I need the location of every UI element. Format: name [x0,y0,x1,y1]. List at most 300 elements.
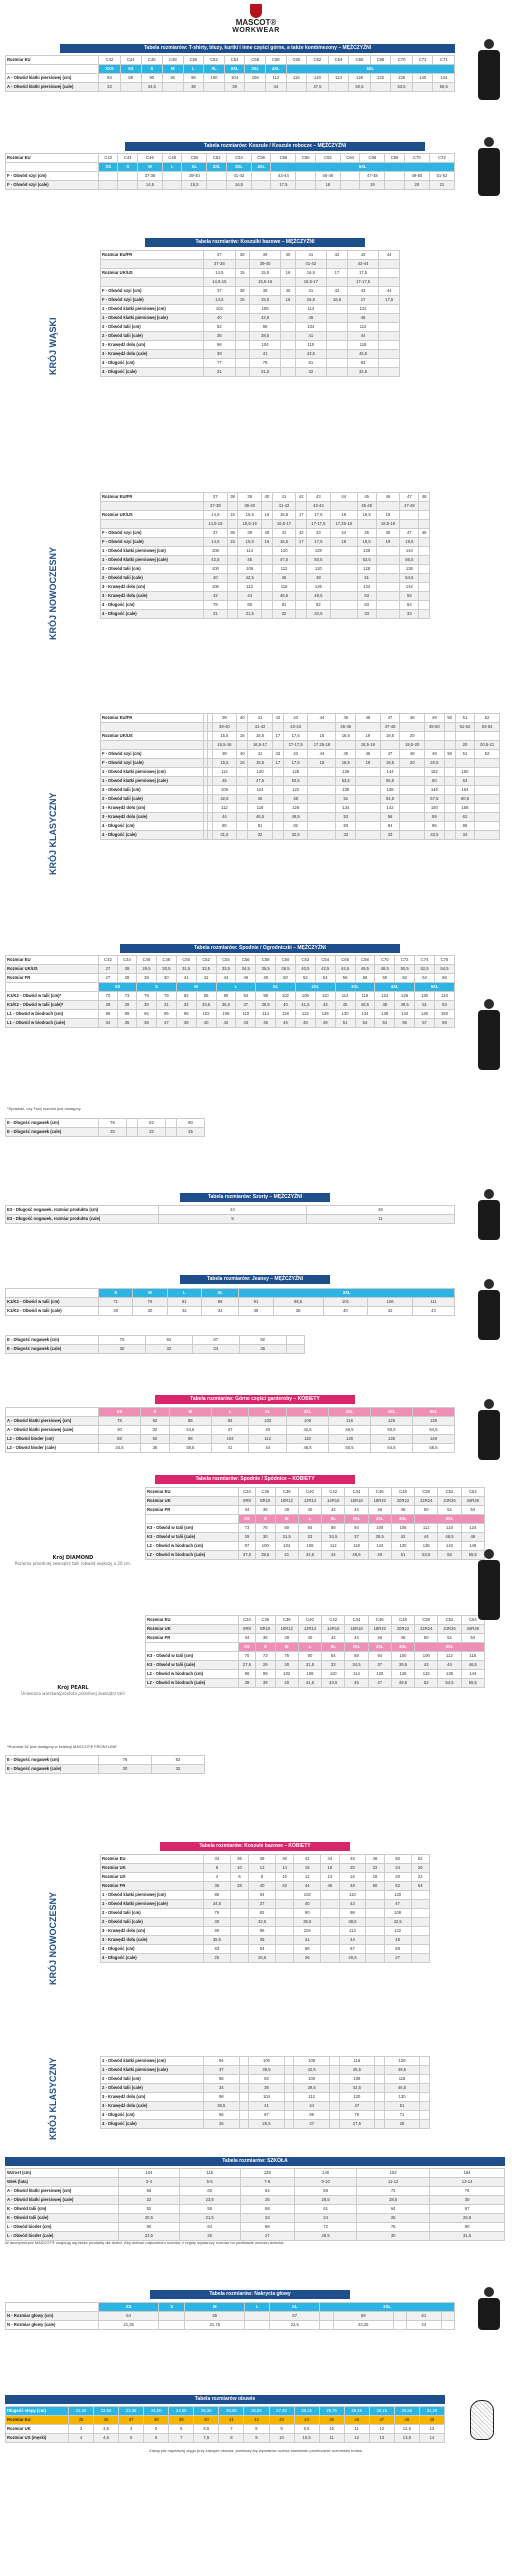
row-label: 3 - Krawędź dołu (cale) [101,1936,204,1945]
table-cell [376,583,400,592]
table-row [6,1298,455,1307]
table-cell: 90 [216,992,236,1001]
table-cell: 35 [118,1019,137,1028]
table-cell [444,795,455,804]
table-cell [281,278,295,287]
table-cell [237,813,248,822]
table-cell: 146 [425,786,445,795]
table-cell: 9 [159,1215,307,1224]
table-cell: 112 [249,1435,287,1444]
table-cell: 56 [395,1019,415,1028]
table-cell: 17,25-18 [330,520,357,529]
table-cell: 29,45 [344,2407,369,2416]
table-cell: 16R18 [345,1497,368,1506]
table-cell: C36 [255,1488,275,1497]
table-cell [444,822,455,831]
table-cell [419,520,430,529]
table-cell: 30 [275,1661,298,1670]
table-2 [5,153,455,190]
table-cell: 76 [357,2223,430,2232]
table-cell [330,601,357,610]
row-label: K3 - Obwód w talii (cm) [146,1652,239,1661]
table-cell: C60 [286,56,307,65]
table-cell [375,2093,385,2102]
table-cell: 79 [249,359,281,368]
table-cell: 54,5 [380,795,400,804]
table-cell: 34 [99,1019,118,1028]
table-row [101,741,500,750]
table-cell: 126 [306,583,330,592]
table-cell: 52 [415,1679,438,1688]
table-cell: C42 [99,956,118,965]
table-cell: 31,25 [419,2407,444,2416]
table-cell [272,786,283,795]
table-cell: 38 [204,350,236,359]
table-cell: 39,5 [255,1551,275,1560]
table-cell: 28 [118,965,137,974]
table-cell [327,260,348,269]
table-cell: 18 [366,1873,384,1882]
table-cell: 42 [327,251,348,260]
table-cell: 114 [295,305,327,314]
table-cell: 20R22 [391,1625,414,1634]
table-cell: 35,5 [294,1918,321,1927]
table-cell: 26,5 [249,2120,285,2129]
table-cell: 35 [69,2416,94,2425]
table-cell [357,520,376,529]
table-cell: XL [270,2303,320,2312]
table-cell: 17,5 [379,296,400,305]
row-label: 2 - Obwód talii (cale) [101,574,204,583]
size-table [5,55,455,92]
row-label: L2 - Obwód w biodrach (cale) [146,1679,239,1688]
table-cell: 40 [237,714,248,723]
row-label: Rozmiar UK/US [6,965,99,974]
table-cell: 51-52 [429,172,454,181]
table-cell: 24 [407,2321,441,2330]
table-row [101,723,500,732]
table-cell [296,592,307,601]
table-cell: 58 [240,2205,294,2214]
table-cell [400,768,425,777]
table-cell: 42 [204,592,228,601]
table-cell [99,181,118,190]
table-cell: 98 [169,1435,211,1444]
table-cell: 2XL [345,1515,368,1524]
table-cell [235,350,249,359]
table-cell: 8 [244,2425,269,2434]
table-cell: 46,5 [287,1444,329,1453]
table-cell: 4 [119,2425,144,2434]
table-cell: 76 [255,1524,275,1533]
table-cell: 48 [394,2416,419,2425]
table-cell: 49 [425,714,445,723]
table-cell: 25 [179,2232,240,2241]
row-label: 2 - Obwód talii (cale) [101,1918,204,1927]
table-row [6,2407,445,2416]
table-cell: 49,5 [306,592,330,601]
row-label: Rozmiar FR [146,1634,239,1643]
table-cell: 25,5 [249,1954,276,1963]
table-cell: 16,5 [327,296,348,305]
table-cell: 17-17,5 [283,741,308,750]
table-cell: 111 [413,1298,455,1307]
table-row [101,759,500,768]
table-cell: 52 [438,1634,461,1643]
table-row [101,601,430,610]
table-cell [420,2093,430,2102]
table-cell: 94 [368,1652,391,1661]
table-cell: 2XL [320,2303,455,2312]
row-label: Długość stopy (cm) [6,2407,69,2416]
table-4-note: *Sprawdź, czy Twój rozmiar jest dostępny [7,1106,81,1111]
table-cell: 49 [461,1533,484,1542]
table-cell: 51-52 [455,723,475,732]
table-cell: XS [99,2303,159,2312]
table-cell: 40 [275,1855,293,1864]
table-cell: 3XL [226,163,251,172]
table-cell: 76 [99,1756,152,1765]
table-cell: 31,5 [238,610,262,619]
table-cell: 42 [391,1533,414,1542]
table-cell: 84 [298,1524,321,1533]
table-cell: 37 [204,251,236,260]
table-cell [159,2312,185,2321]
table-cell: 38 [227,493,238,502]
table-cell: C48 [162,154,181,163]
table-cell: 26R28 [461,1497,484,1506]
table-cell: 114 [335,992,355,1001]
table-cell [400,804,425,813]
table-cell [376,556,400,565]
table-cell: 37 [211,1426,249,1435]
table-cell: 6,5 [194,2425,219,2434]
table-cell: C60 [276,956,296,965]
table-cell: 122 [375,992,395,1001]
row-label: Rozmiar UK/US [101,269,204,278]
table-row [146,1643,485,1652]
table-cell: 46 [339,1855,366,1864]
table-cell: C56 [251,154,270,163]
table-row [101,260,400,269]
table-1-title: Tabela rozmiarów: T-shirty, bluzy, kurtki i inne części górne, a także kombinezony – MĘŻCZYŹNI [60,44,455,53]
table-cell: 90 [176,1119,204,1128]
table-row [101,296,400,305]
table-cell [420,2066,430,2075]
table-cell: 18,5 [336,759,356,768]
table-cell: 49-50 [404,172,429,181]
table-cell: 45 [335,1001,355,1010]
table-10-note: W asortymencie MASCOT® znajdują się także produkty dla dzieci. Aby dobrać odpowiedni rozmiar, z reguły wystarczy rozmiar na podstawie wzrostu dziecka. [5,2240,285,2245]
table-cell: 42 [275,1882,293,1891]
table-cell: 43-44 [306,502,330,511]
table-cell: C62 [295,956,315,965]
table-cell: 45 [336,750,356,759]
table-cell [441,2321,454,2330]
table-cell: 12 [249,1864,276,1873]
row-label: 1 - Obwód klatki piersiowej (cale) [101,556,204,565]
size-table [145,1615,485,1688]
table-cell: 50 [415,1634,438,1643]
table-cell: 40 [204,574,228,583]
table-cell: 50 [384,1855,411,1864]
table-cell: M [137,163,162,172]
table-row [6,2303,455,2312]
table-cell: C74 [433,56,455,65]
table-cell: 80 [430,2223,505,2232]
table-cell: 8 [249,1873,276,1882]
table-cell: 16,5 [272,538,296,547]
table-cell: M [176,983,216,992]
table-cell [237,777,248,786]
table-cell: 80 [212,822,237,831]
table-cell [444,768,455,777]
table-cell: 48 [391,1506,414,1515]
table-cell: 6R8 [239,1625,256,1634]
table-cell: 136 [357,547,376,556]
size-table [100,1854,430,1963]
table-cell [379,332,400,341]
row-label [101,502,204,511]
table-cell: 54 [461,1634,484,1643]
table-cell: 28,5 [357,2196,430,2205]
table-cell [230,1891,248,1900]
table-cell: 104 [249,2093,285,2102]
table-cell: C50 [415,1616,438,1625]
table-row [6,2214,505,2223]
table-cell: 15 [227,538,238,547]
table-cell: 126 [283,804,308,813]
table-cell [356,786,381,795]
table-cell: 53,5 [391,83,412,92]
table-cell [475,795,500,804]
table-cell: 53 [357,592,376,601]
table-cell: 41 [294,1936,321,1945]
table-cell [120,83,141,92]
table-cell: 52 [411,1855,429,1864]
table-cell: 43 [306,529,330,538]
table-8-diamond [145,1487,485,1560]
table-cell: 22 [119,2196,180,2205]
table-cell: 18 [330,538,357,547]
table-cell: 13-14 [430,2178,505,2187]
table-cell: 49 [419,2416,444,2425]
table-cell: 30 [430,2196,505,2205]
table-cell: 92 [249,2075,285,2084]
table-cell: 14,5 [204,511,228,520]
table-cell: 100 [368,1524,391,1533]
table-row [6,65,455,74]
table-cell: 144 [433,74,455,83]
table-cell [444,813,455,822]
table-cell: 76 [99,1336,146,1345]
row-label: Rozmiar US (męski) [6,2434,69,2443]
row-label: A - Obwód klatki piersiowej (cm) [6,2187,119,2196]
table-cell: 44 [294,2416,319,2425]
table-cell: 36 [249,2084,285,2093]
row-label: L - Obwód bioder (cm) [6,2223,119,2232]
table-cell [375,2084,385,2093]
table-cell: 52 [119,2205,180,2214]
table-cell: 27 [99,974,118,983]
table-cell: C54 [461,1616,484,1625]
table-row [101,592,430,601]
table-cell: 38,5 [169,1444,211,1453]
table-cell: C56 [236,956,256,965]
table-cell [321,1927,339,1936]
table-cell: 118 [272,583,296,592]
table-cell: C50 [176,956,196,965]
table-cell: 38 [176,1019,196,1028]
table-cell: 18,5-19 [376,520,400,529]
table-cell [281,323,295,332]
table-cell: XS [120,65,141,74]
row-label: 2 - Obwód talii (cm) [101,2075,204,2084]
table-cell: 21,25 [99,2321,159,2330]
table-cell: 25,35 [194,2407,219,2416]
table-cell: 108 [245,74,266,83]
table-cell: 38 [230,1882,248,1891]
table-cell [327,332,348,341]
table-cell: 36 [204,1882,231,1891]
table-cell: 33 [322,1661,345,1670]
table-cell: 40 [249,1882,276,1891]
row-label: 1 - Obwód klatki piersiowej (cm) [101,768,204,777]
table-cell [411,1945,429,1954]
table-cell: 48 [384,1936,411,1945]
table-cell: 41 [272,493,296,502]
table-cell: 50,5 [306,556,330,565]
row-label: 3 - Krawędź dołu (cm) [101,583,204,592]
row-label: Rozmiar EU [146,1616,239,1625]
table-cell: S [99,1289,133,1298]
table-cell: XL [249,1408,287,1417]
table-cell: 44 [308,750,336,759]
table-cell: 38 [275,1634,298,1643]
table-cell: 42 [368,1307,413,1316]
table-cell: 10,5 [294,2434,319,2443]
table-cell: 60 [179,2187,240,2196]
table-cell: 108 [204,547,228,556]
table-cell: 5XL [415,983,455,992]
table-cell: 17 [272,759,283,768]
table-cell: 31 [156,1001,176,1010]
table-row [101,2057,430,2066]
table-cell: 54 [411,1882,429,1891]
table-cell: 138 [412,1417,454,1426]
row-label: 4 - Długość (cm) [101,2111,204,2120]
table-cell: XL [322,1643,345,1652]
table-cell: 118 [345,1542,368,1551]
table-cell: 45 [357,493,376,502]
table-row [101,2120,430,2129]
table-cell: 18,5-19 [356,741,381,750]
table-cell: 41-42 [272,502,296,511]
table-cell: 14 [321,1873,339,1882]
table-cell: S [141,65,162,74]
table-cell: 16 [294,1864,321,1873]
table-cell: 54,5 [412,1426,454,1435]
table-row [101,251,400,260]
table-cell: 5 [119,2434,144,2443]
table-6-title: Tabela rozmiarów: Jeansy – MĘŻCZYŹNI [180,1275,330,1284]
table-cell: 110 [236,1010,256,1019]
row-label: K3 - Obwód w talii (cm) [146,1524,239,1533]
table-cell: 34 [204,2084,240,2093]
table-cell: XL [201,1289,238,1298]
table-cell [328,83,349,92]
table-cell [237,831,248,840]
table-cell: 142 [438,1542,461,1551]
table-cell [296,172,315,181]
table-cell: 38 [249,1855,276,1864]
table-cell: XS [239,1515,256,1524]
table-cell: 33 [400,610,419,619]
table-cell: 72 [357,2187,430,2196]
table-cell: 34 [455,831,475,840]
size-table [100,713,500,840]
table-cell [227,547,238,556]
row-label: E - Długość nogawek (cm) [6,1756,99,1765]
size-table [5,1205,455,1224]
table-cell: C66 [349,56,370,65]
table-cell: 44 [345,1506,368,1515]
table-cell: 46 [376,529,400,538]
row-label: 3 - Krawędź dołu (cm) [101,2093,204,2102]
table-cell: 40 [323,1307,368,1316]
table-cell: 50,5 [349,83,370,92]
table-cell: C44 [345,1488,368,1497]
table-cell [162,181,181,190]
row-label: 1 - Obwód klatki piersiowej (cale) [101,2066,204,2075]
row-label: 3 - Krawędź dołu (cm) [101,1927,204,1936]
table-cell: 6 [169,2425,194,2434]
table-cell: 37,5 [239,1551,256,1560]
table-cell: 92 [163,74,184,83]
table-cell [475,732,500,741]
table-cell: 82 [249,1909,276,1918]
table-cell: 11 [319,2434,344,2443]
table-cell: L [298,1643,321,1652]
table-cell: 64 [415,974,435,983]
table-cell [286,1345,304,1354]
table-cell: 18R20 [368,1625,391,1634]
table-cell [441,2312,454,2321]
table-cell: 126 [384,2057,420,2066]
table-cell: 31 [204,610,228,619]
table-cell: 114 [248,786,273,795]
table-cell: 122 [295,1010,315,1019]
table-cell: 96 [249,1927,276,1936]
table-cell: C46 [368,1616,391,1625]
table-cell [235,332,249,341]
row-label: F - Obwód szyi (cale) [6,181,99,190]
size-table [5,1335,305,1354]
table-row [101,287,400,296]
table-cell [275,1900,293,1909]
table-cell: 49,5 [395,1001,415,1010]
table-cell: 98 [176,1010,196,1019]
table-cell: C72 [412,56,433,65]
table-cell: C40 [298,1488,321,1497]
table-cell: 67 [430,2205,505,2214]
table-cell: 31 [204,368,236,377]
table-cell: 46 [276,1019,296,1028]
table-cell [420,2057,430,2066]
pearl-label: Krój PEARL [57,1685,89,1691]
table-cell [235,305,249,314]
table-cell [366,1891,384,1900]
